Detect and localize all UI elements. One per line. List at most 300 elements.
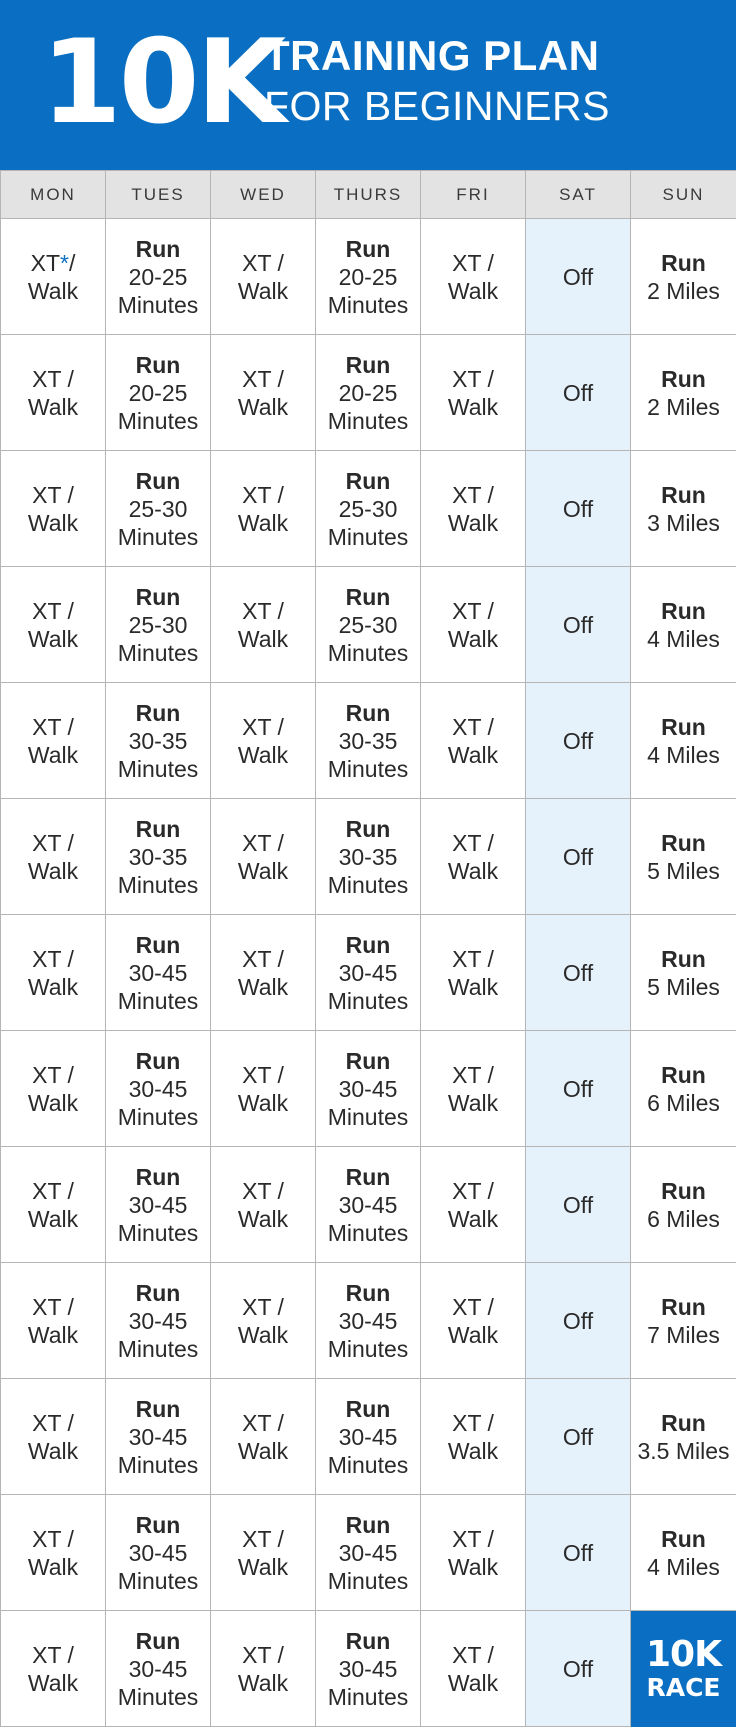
run-workout-cell <box>316 1263 421 1379</box>
xt-suffix: / <box>68 249 76 276</box>
long-run-distance: 4 Miles <box>647 741 720 768</box>
walk-label: Walk <box>447 1437 499 1464</box>
cross-train-label: XT / <box>452 713 494 740</box>
cross-train-cell <box>421 1147 526 1263</box>
run-label: Run <box>661 713 706 740</box>
run-workout-cell <box>106 1263 211 1379</box>
walk-label: Walk <box>237 1205 289 1232</box>
run-duration: 30-35 <box>128 727 188 754</box>
run-label: Run <box>135 1047 181 1074</box>
run-duration-unit: Minutes <box>327 639 409 666</box>
run-label: Run <box>135 931 181 958</box>
cross-train-cell <box>211 1031 316 1147</box>
walk-label: Walk <box>447 1669 499 1696</box>
run-label: Run <box>135 583 181 610</box>
run-workout-cell <box>106 799 211 915</box>
long-run-cell <box>631 567 736 683</box>
cross-train-label: XT / <box>242 1525 284 1552</box>
long-run-distance: 2 Miles <box>647 393 720 420</box>
cross-train-cell <box>211 1611 316 1727</box>
week-row <box>1 1147 736 1263</box>
rest-day-cell <box>526 1031 631 1147</box>
walk-label: Walk <box>237 973 289 1000</box>
day-header-thurs: THURS <box>316 171 421 219</box>
run-duration: 30-45 <box>128 1539 188 1566</box>
walk-label: Walk <box>27 1205 79 1232</box>
run-label: Run <box>345 235 391 262</box>
cross-train-label: XT / <box>452 1641 494 1668</box>
cross-train-cell <box>1 451 106 567</box>
cross-train-cell <box>1 335 106 451</box>
off-label: Off <box>562 959 594 986</box>
run-label: Run <box>135 467 181 494</box>
run-duration: 25-30 <box>128 495 188 522</box>
asterisk-mark: * <box>60 249 69 276</box>
walk-label: Walk <box>237 741 289 768</box>
run-label: Run <box>345 467 391 494</box>
title-for-beginners: FOR BEGINNERS <box>264 83 610 129</box>
run-label: Run <box>345 1163 391 1190</box>
run-duration-unit: Minutes <box>327 523 409 550</box>
run-label: Run <box>345 1627 391 1654</box>
run-duration-unit: Minutes <box>117 1219 199 1246</box>
walk-label: Walk <box>27 741 79 768</box>
walk-label: Walk <box>27 1321 79 1348</box>
run-duration-unit: Minutes <box>327 291 409 318</box>
week-row <box>1 1379 736 1495</box>
cross-train-cell <box>211 799 316 915</box>
rest-day-cell <box>526 1495 631 1611</box>
walk-label: Walk <box>237 1321 289 1348</box>
run-duration: 30-45 <box>338 1539 398 1566</box>
cross-train-label: XT / <box>242 713 284 740</box>
cross-train-cell <box>1 567 106 683</box>
rest-day-cell <box>526 915 631 1031</box>
training-plan-table <box>0 170 736 1727</box>
off-label: Off <box>562 1539 594 1566</box>
run-workout-cell <box>316 335 421 451</box>
long-run-cell <box>631 451 736 567</box>
run-workout-cell <box>316 1379 421 1495</box>
off-label: Off <box>562 1075 594 1102</box>
long-run-distance: 3 Miles <box>647 509 720 536</box>
cross-train-label: XT / <box>32 1409 74 1436</box>
run-label: Run <box>661 597 706 624</box>
run-duration-unit: Minutes <box>327 1567 409 1594</box>
cross-train-label: XT / <box>32 1061 74 1088</box>
week-row <box>1 1611 736 1727</box>
rest-day-cell <box>526 451 631 567</box>
run-label: Run <box>135 815 181 842</box>
run-workout-cell <box>106 1147 211 1263</box>
walk-label: Walk <box>27 625 79 652</box>
cross-train-cell <box>211 915 316 1031</box>
run-duration: 30-45 <box>128 1307 188 1334</box>
day-header-sat: SAT <box>526 171 631 219</box>
rest-day-cell <box>526 799 631 915</box>
run-workout-cell <box>316 1031 421 1147</box>
cross-train-label: XT / <box>32 1293 74 1320</box>
cross-train-label: XT / <box>452 945 494 972</box>
long-run-cell <box>631 335 736 451</box>
week-row <box>1 1031 736 1147</box>
walk-label: Walk <box>237 509 289 536</box>
cross-train-cell <box>1 799 106 915</box>
title-training-plan: TRAINING PLAN <box>264 32 600 79</box>
walk-label: Walk <box>237 625 289 652</box>
walk-label: Walk <box>27 277 79 304</box>
run-workout-cell <box>106 915 211 1031</box>
title-10k: 10K <box>41 15 284 150</box>
run-label: Run <box>345 1511 391 1538</box>
week-row <box>1 335 736 451</box>
day-header-tues: TUES <box>106 171 211 219</box>
day-header-sun: SUN <box>631 171 736 219</box>
cross-train-label: XT / <box>452 365 494 392</box>
run-duration-unit: Minutes <box>117 639 199 666</box>
cross-train-label: XT / <box>32 1177 74 1204</box>
off-label: Off <box>562 1423 594 1450</box>
walk-label: Walk <box>447 857 499 884</box>
rest-day-cell <box>526 335 631 451</box>
run-label: Run <box>661 1293 706 1320</box>
run-duration: 30-45 <box>128 1423 188 1450</box>
cross-train-label: XT / <box>32 1525 74 1552</box>
run-duration-unit: Minutes <box>117 1335 199 1362</box>
xt-prefix: XT <box>30 249 61 276</box>
long-run-distance: 5 Miles <box>647 857 720 884</box>
walk-label: Walk <box>237 1669 289 1696</box>
run-label: Run <box>661 365 706 392</box>
week-row <box>1 1263 736 1379</box>
off-label: Off <box>562 263 594 290</box>
cross-train-label: XT / <box>32 829 74 856</box>
walk-label: Walk <box>447 625 499 652</box>
walk-label: Walk <box>27 393 79 420</box>
run-label: Run <box>661 1525 706 1552</box>
cross-train-label: XT / <box>242 829 284 856</box>
walk-label: Walk <box>237 1089 289 1116</box>
long-run-cell <box>631 799 736 915</box>
cross-train-label: XT / <box>452 1177 494 1204</box>
cross-train-cell <box>421 1611 526 1727</box>
run-duration-unit: Minutes <box>117 1103 199 1130</box>
run-duration: 30-35 <box>338 727 398 754</box>
run-label: Run <box>345 1395 391 1422</box>
cross-train-label: XT / <box>32 945 74 972</box>
long-run-cell <box>631 683 736 799</box>
run-duration: 20-25 <box>338 379 398 406</box>
run-duration-unit: Minutes <box>327 871 409 898</box>
run-workout-cell <box>316 219 421 335</box>
run-label: Run <box>345 583 391 610</box>
run-duration: 20-25 <box>338 263 398 290</box>
cross-train-cell <box>211 451 316 567</box>
walk-label: Walk <box>447 509 499 536</box>
long-run-distance: 4 Miles <box>647 625 720 652</box>
run-workout-cell <box>106 567 211 683</box>
long-run-distance: 5 Miles <box>647 973 720 1000</box>
run-duration: 30-45 <box>338 1307 398 1334</box>
run-label: Run <box>661 1409 706 1436</box>
walk-label: Walk <box>447 1321 499 1348</box>
walk-label: Walk <box>27 1669 79 1696</box>
run-workout-cell <box>106 683 211 799</box>
cross-train-label: XT / <box>32 597 74 624</box>
cross-train-label: XT / <box>32 365 74 392</box>
cross-train-cell <box>421 567 526 683</box>
run-duration-unit: Minutes <box>117 871 199 898</box>
run-duration-unit: Minutes <box>327 987 409 1014</box>
run-duration-unit: Minutes <box>117 407 199 434</box>
cross-train-cell <box>421 799 526 915</box>
run-duration: 30-45 <box>338 1423 398 1450</box>
walk-label: Walk <box>237 1437 289 1464</box>
week-row <box>1 799 736 915</box>
cross-train-cell <box>211 683 316 799</box>
cross-train-cell <box>1 1147 106 1263</box>
cross-train-label: XT / <box>452 1409 494 1436</box>
off-label: Off <box>562 495 594 522</box>
long-run-distance: 3.5 Miles <box>637 1437 730 1464</box>
off-label: Off <box>562 379 594 406</box>
cross-train-label: XT / <box>32 1641 74 1668</box>
walk-label: Walk <box>447 1089 499 1116</box>
off-label: Off <box>562 1655 594 1682</box>
week-row <box>1 567 736 683</box>
run-duration: 25-30 <box>128 611 188 638</box>
long-run-cell <box>631 1379 736 1495</box>
run-duration-unit: Minutes <box>327 755 409 782</box>
week-row <box>1 219 736 335</box>
cross-train-cell <box>421 335 526 451</box>
run-label: Run <box>135 1511 181 1538</box>
run-workout-cell <box>106 451 211 567</box>
walk-label: Walk <box>237 1553 289 1580</box>
cross-train-label: XT / <box>242 1409 284 1436</box>
cross-train-cell <box>1 1031 106 1147</box>
run-workout-cell <box>316 683 421 799</box>
cross-train-cell <box>211 219 316 335</box>
run-label: Run <box>661 481 706 508</box>
cross-train-label: XT / <box>32 713 74 740</box>
run-duration: 30-45 <box>338 1191 398 1218</box>
cross-train-cell <box>421 1263 526 1379</box>
cross-train-cell <box>211 335 316 451</box>
long-run-distance: 2 Miles <box>647 277 720 304</box>
run-duration: 30-45 <box>338 959 398 986</box>
week-row <box>1 683 736 799</box>
cross-train-cell <box>421 1379 526 1495</box>
cross-train-label: XT / <box>452 249 494 276</box>
run-duration-unit: Minutes <box>327 1451 409 1478</box>
run-label: Run <box>345 351 391 378</box>
walk-label: Walk <box>27 973 79 1000</box>
run-label: Run <box>135 699 181 726</box>
run-workout-cell <box>316 915 421 1031</box>
walk-label: Walk <box>447 1553 499 1580</box>
cross-train-label: XT / <box>242 1177 284 1204</box>
cross-train-cell <box>211 1379 316 1495</box>
walk-label: Walk <box>237 393 289 420</box>
walk-label: Walk <box>27 1437 79 1464</box>
cross-train-label: XT / <box>242 481 284 508</box>
cross-train-cell <box>1 219 106 335</box>
run-workout-cell <box>316 1147 421 1263</box>
long-run-cell <box>631 1031 736 1147</box>
walk-label: Walk <box>237 277 289 304</box>
long-run-cell <box>631 1495 736 1611</box>
cross-train-cell <box>421 915 526 1031</box>
cross-train-label: XT / <box>452 829 494 856</box>
run-label: Run <box>661 945 706 972</box>
run-workout-cell <box>316 451 421 567</box>
run-duration-unit: Minutes <box>327 1683 409 1710</box>
run-duration: 30-45 <box>128 1075 188 1102</box>
off-label: Off <box>562 1191 594 1218</box>
cross-train-label: XT / <box>452 481 494 508</box>
cross-train-label: XT / <box>242 945 284 972</box>
run-duration-unit: Minutes <box>327 1219 409 1246</box>
run-label: Run <box>345 1279 391 1306</box>
run-workout-cell <box>316 799 421 915</box>
run-duration: 30-35 <box>128 843 188 870</box>
run-duration: 30-45 <box>128 1655 188 1682</box>
run-duration: 20-25 <box>128 379 188 406</box>
cross-train-label: XT / <box>242 1061 284 1088</box>
plan-body <box>1 219 736 1727</box>
run-duration: 20-25 <box>128 263 188 290</box>
run-duration-unit: Minutes <box>327 1103 409 1130</box>
run-duration: 30-45 <box>338 1075 398 1102</box>
cross-train-cell <box>421 1495 526 1611</box>
walk-label: Walk <box>237 857 289 884</box>
run-duration-unit: Minutes <box>117 1451 199 1478</box>
run-duration: 30-45 <box>338 1655 398 1682</box>
run-duration-unit: Minutes <box>117 1567 199 1594</box>
run-label: Run <box>345 815 391 842</box>
cross-train-cell <box>211 1263 316 1379</box>
long-run-distance: 6 Miles <box>647 1205 720 1232</box>
run-duration: 30-35 <box>338 843 398 870</box>
run-label: Run <box>135 1627 181 1654</box>
run-label: Run <box>661 1177 706 1204</box>
cross-train-cell <box>1 1611 106 1727</box>
day-header-fri: FRI <box>421 171 526 219</box>
day-header-row <box>1 171 736 219</box>
week-row <box>1 451 736 567</box>
run-workout-cell <box>316 567 421 683</box>
cross-train-cell <box>211 1147 316 1263</box>
run-label: Run <box>135 1395 181 1422</box>
cross-train-cell <box>421 683 526 799</box>
run-workout-cell <box>106 1379 211 1495</box>
run-label: Run <box>661 1061 706 1088</box>
run-duration-unit: Minutes <box>117 755 199 782</box>
rest-day-cell <box>526 219 631 335</box>
long-run-cell <box>631 1263 736 1379</box>
cross-train-label: XT / <box>242 597 284 624</box>
walk-label: Walk <box>447 973 499 1000</box>
run-duration-unit: Minutes <box>117 987 199 1014</box>
cross-train-label: XT / <box>452 1061 494 1088</box>
run-workout-cell <box>106 1611 211 1727</box>
off-label: Off <box>562 1307 594 1334</box>
rest-day-cell <box>526 1379 631 1495</box>
run-duration: 25-30 <box>338 495 398 522</box>
cross-train-label: XT / <box>242 1293 284 1320</box>
cross-train-cell <box>1 1263 106 1379</box>
rest-day-cell <box>526 683 631 799</box>
walk-label: Walk <box>447 1205 499 1232</box>
run-duration: 30-45 <box>128 959 188 986</box>
walk-label: Walk <box>447 393 499 420</box>
walk-label: Walk <box>447 741 499 768</box>
cross-train-label: XT / <box>242 1641 284 1668</box>
race-distance: 10K <box>646 1634 721 1675</box>
run-label: Run <box>135 1163 181 1190</box>
week-row <box>1 915 736 1031</box>
walk-label: Walk <box>27 1089 79 1116</box>
walk-label: Walk <box>27 509 79 536</box>
run-label: Run <box>135 235 181 262</box>
long-run-distance: 7 Miles <box>647 1321 720 1348</box>
long-run-cell <box>631 915 736 1031</box>
run-duration-unit: Minutes <box>327 1335 409 1362</box>
cross-train-cell <box>1 915 106 1031</box>
rest-day-cell <box>526 567 631 683</box>
off-label: Off <box>562 727 594 754</box>
cross-train-label: XT / <box>32 481 74 508</box>
run-workout-cell <box>316 1495 421 1611</box>
long-run-cell <box>631 219 736 335</box>
off-label: Off <box>562 611 594 638</box>
long-run-cell <box>631 1147 736 1263</box>
cross-train-cell <box>211 567 316 683</box>
walk-label: Walk <box>27 1553 79 1580</box>
day-header-mon: MON <box>1 171 106 219</box>
run-duration-unit: Minutes <box>117 291 199 318</box>
run-workout-cell <box>106 335 211 451</box>
cross-train-cell <box>421 1031 526 1147</box>
cross-train-cell <box>421 219 526 335</box>
week-row <box>1 1495 736 1611</box>
cross-train-label: XT / <box>452 1293 494 1320</box>
run-duration: 25-30 <box>338 611 398 638</box>
rest-day-cell <box>526 1147 631 1263</box>
rest-day-cell <box>526 1263 631 1379</box>
run-workout-cell <box>106 1495 211 1611</box>
cross-train-cell <box>1 1379 106 1495</box>
cross-train-label: XT / <box>242 249 284 276</box>
header-banner <box>0 0 736 170</box>
cross-train-label: XT / <box>452 1525 494 1552</box>
run-duration: 30-45 <box>128 1191 188 1218</box>
run-label: Run <box>135 1279 181 1306</box>
cross-train-label: XT / <box>242 365 284 392</box>
rest-day-cell <box>526 1611 631 1727</box>
long-run-distance: 6 Miles <box>647 1089 720 1116</box>
walk-label: Walk <box>447 277 499 304</box>
run-label: Run <box>661 829 706 856</box>
race-day-cell <box>631 1611 736 1727</box>
race-label: RACE <box>646 1673 721 1702</box>
cross-train-cell <box>211 1495 316 1611</box>
cross-train-label: XT / <box>452 597 494 624</box>
cross-train-cell <box>1 683 106 799</box>
run-label: Run <box>135 351 181 378</box>
day-header-wed: WED <box>211 171 316 219</box>
